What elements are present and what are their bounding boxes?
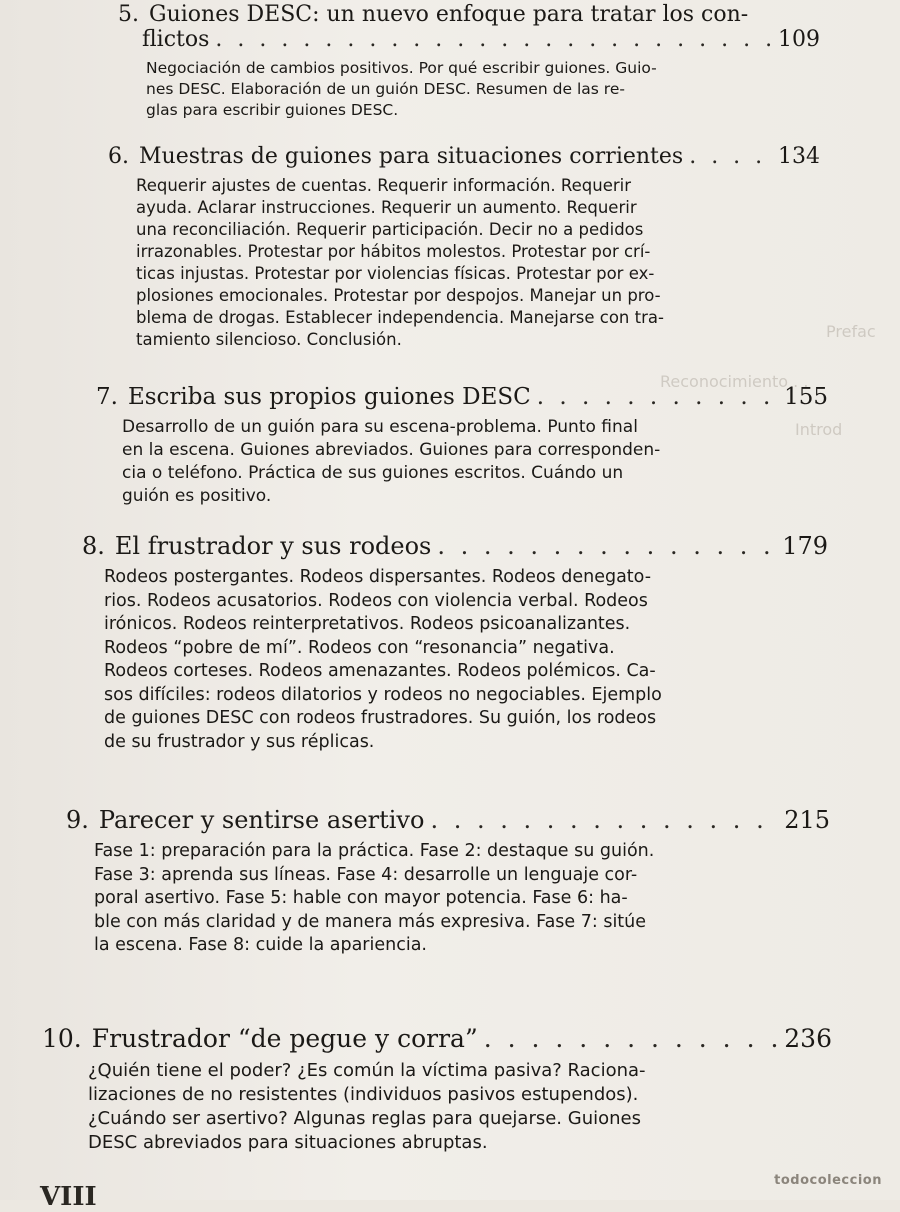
chapter-number: 9. [66,806,89,834]
page-number: 109 [778,27,820,52]
show-through-text: Reconocimiento . . [660,372,809,391]
chapter-number: 6. [108,144,129,169]
leader-dots [437,532,776,560]
chapter-summary: Fase 1: preparación para la práctica. Fase 2: destaque su guión. Fase 3: aprenda sus líneas. Fase 4: desarrolle un lenguaje cor- poral asertivo. Fase 5: hable con mayor potencia. Fase 6: ha- ble con más claridad y de manera más expresiva. Fase 7: sitúe la escena. Fase 8: cuide la apariencia. [94,841,655,955]
toc-entry-5 [118,2,820,121]
chapter-summary: Requerir ajustes de cuentas. Requerir información. Requerir ayuda. Aclarar instrucciones. Requerir un aumento. Requerir una reconciliación. Requerir participación. Decir no a pedidos irrazonables. Protestar por hábitos molestos. Protestar por crí- ticas injustas. Protestar por violencias físicas. Protestar por ex- plosiones emocionales. Protestar por despojos. Manejar un pro- blema de drogas. Establecer independencia. Manejarse con tra- tamiento silencioso. Conclusión. [136,176,664,349]
page-number: 155 [784,384,828,410]
chapter-title: Guiones DESC: un nuevo enfoque para tratar los con- [149,2,749,27]
chapter-summary: Rodeos postergantes. Rodeos dispersantes. Rodeos denegato- rios. Rodeos acusatorios. Rodeos con violencia verbal. Rodeos irónicos. Rodeos reinterpretativos. Rodeos psicoanalizantes. Rodeos “pobre de mí”. Rodeos con “resonancia” negativa. Rodeos corteses. Rodeos amenazantes. Rodeos polémicos. Ca- sos difíciles: rodeos dilatorios y rodeos no negociables. Ejemplo de guiones DESC con rodeos frustradores. Su guión, los rodeos de su frustrador y sus réplicas. [104,567,662,752]
toc-entry-6 [108,144,820,351]
page-number: 215 [784,806,830,834]
page-number: 134 [778,144,820,169]
chapter-title: Parecer y sentirse asertivo [98,806,425,834]
leader-dots [430,806,778,834]
toc-entry-10 [42,1024,832,1155]
show-through-text: Introd [795,420,843,439]
chapter-number: 10. [42,1024,82,1053]
watermark: todocoleccion [774,1173,882,1188]
chapter-number: 5. [118,2,139,27]
leader-dots [689,144,772,169]
chapter-title: Muestras de guiones para situaciones corrientes [139,144,684,169]
page-marker: VIII [40,1182,97,1212]
toc-entry-9 [66,806,830,958]
chapter-summary: ¿Quién tiene el poder? ¿Es común la víctima pasiva? Raciona- lizaciones de no resistentes (individuos pasivos estupendos). ¿Cuándo ser asertivo? Algunas reglas para quejarse. Guiones DESC abreviados para situaciones abruptas. [88,1060,646,1153]
show-through-text: Prefac [826,322,876,341]
toc-entry-8 [82,532,828,754]
leader-dots [537,384,778,410]
chapter-summary: Negociación de cambios positivos. Por qué escribir guiones. Guio- nes DESC. Elaboración de un guión DESC. Resumen de las re- glas para escribir guiones DESC. [146,59,657,119]
chapter-title: Escriba sus propios guiones DESC [127,384,531,410]
chapter-number: 8. [82,532,105,560]
page-number: 179 [782,532,828,560]
chapter-title: El frustrador y sus rodeos [114,532,432,560]
chapter-summary: Desarrollo de un guión para su escena-problema. Punto final en la escena. Guiones abreviados. Guiones para corresponden- cia o teléfono. Práctica de sus guiones escritos. Cuándo un guión es positivo. [122,417,661,506]
chapter-number: 7. [96,384,118,410]
leader-dots [484,1024,779,1053]
leader-dots [215,27,772,52]
toc-entry-7 [96,384,828,508]
page-number: 236 [784,1024,832,1053]
chapter-title-continuation: flictos [142,27,210,52]
chapter-title: Frustrador “de pegue y corra” [91,1024,478,1053]
